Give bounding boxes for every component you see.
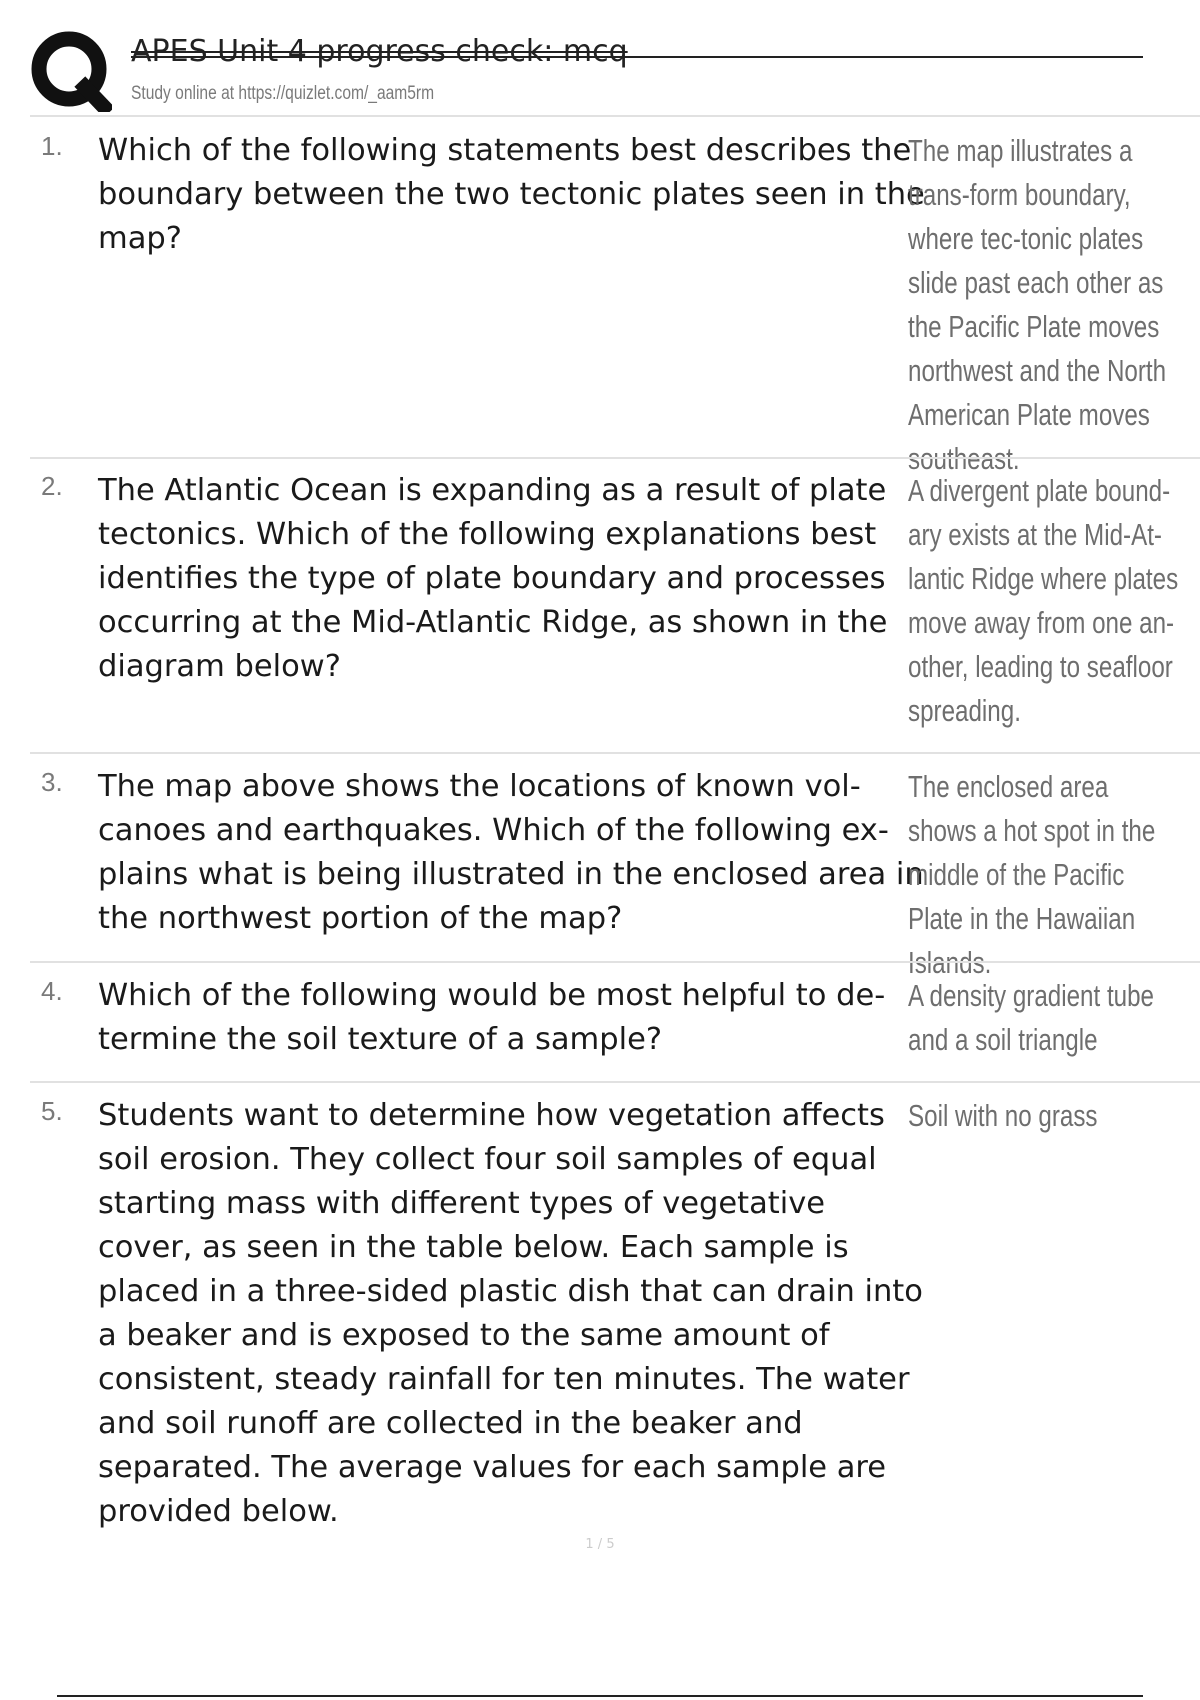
question-text: Which of the following would be most helpful to de-termine the soil texture of a sample?: [98, 978, 886, 1057]
question-number: 1.: [41, 131, 63, 161]
question-text: The map above shows the locations of known vol-canoes and earthquakes. Which of the following ex-plains what is being illustrated in the enclosed area in the northwest portion of the map?: [98, 769, 924, 936]
question-number: 4.: [41, 976, 63, 1006]
divider: [30, 1081, 1200, 1083]
footer-rule: [57, 1695, 1143, 1697]
divider: [30, 115, 1200, 117]
answer-text: A density gradient tube and a soil triangle: [908, 978, 1155, 1057]
question-number: 2.: [41, 471, 63, 501]
study-online-link[interactable]: Study online at https://quizlet.com/_aam5rm: [131, 83, 435, 104]
answer-text: A divergent plate bound-ary exists at the Mid-At-lantic Ridge where plates move away from one an-other, leading to seafloor spreading.: [908, 473, 1179, 728]
question-text: Students want to determine how vegetation affects soil erosion. They collect four soil samples of equal starting mass with different types of vegetative cover, as seen in the table below. Each sample is placed in a three-sided plastic dish that can drain into a beaker and is exposed to the same amount of consistent, steady rainfall for ten minutes. The water and soil runoff are collected in the beaker and separated. The average values for each sample are provided below.: [98, 1098, 923, 1529]
question-number: 3.: [41, 767, 63, 797]
answer-text: Soil with no grass: [908, 1098, 1098, 1133]
answer-text: The enclosed area shows a hot spot in the middle of the Pacific Plate in the Hawaiian Islands.: [908, 769, 1156, 980]
document-title: APES Unit 4 progress check: mcq: [131, 34, 628, 69]
divider: [30, 752, 1200, 754]
answer-text: The map illustrates a trans-form boundary, where tec-tonic plates slide past each other as the Pacific Plate moves northwest and the North American Plate moves southeast.: [908, 133, 1167, 476]
question-text: The Atlantic Ocean is expanding as a result of plate tectonics. Which of the following explanations best identifies the type of plate boundary and processes occurring at the Mid-Atlantic Ridge, as shown in the diagram below?: [98, 473, 888, 684]
header-strike-rule: [131, 56, 1143, 58]
page-number: 1 / 5: [585, 1537, 615, 1552]
divider: [30, 457, 1200, 459]
quizlet-logo-icon: [30, 30, 112, 112]
question-text: Which of the following statements best describes the boundary between the two tectonic plates seen in the map?: [98, 133, 925, 256]
divider: [30, 961, 1200, 963]
question-number: 5.: [41, 1096, 63, 1126]
